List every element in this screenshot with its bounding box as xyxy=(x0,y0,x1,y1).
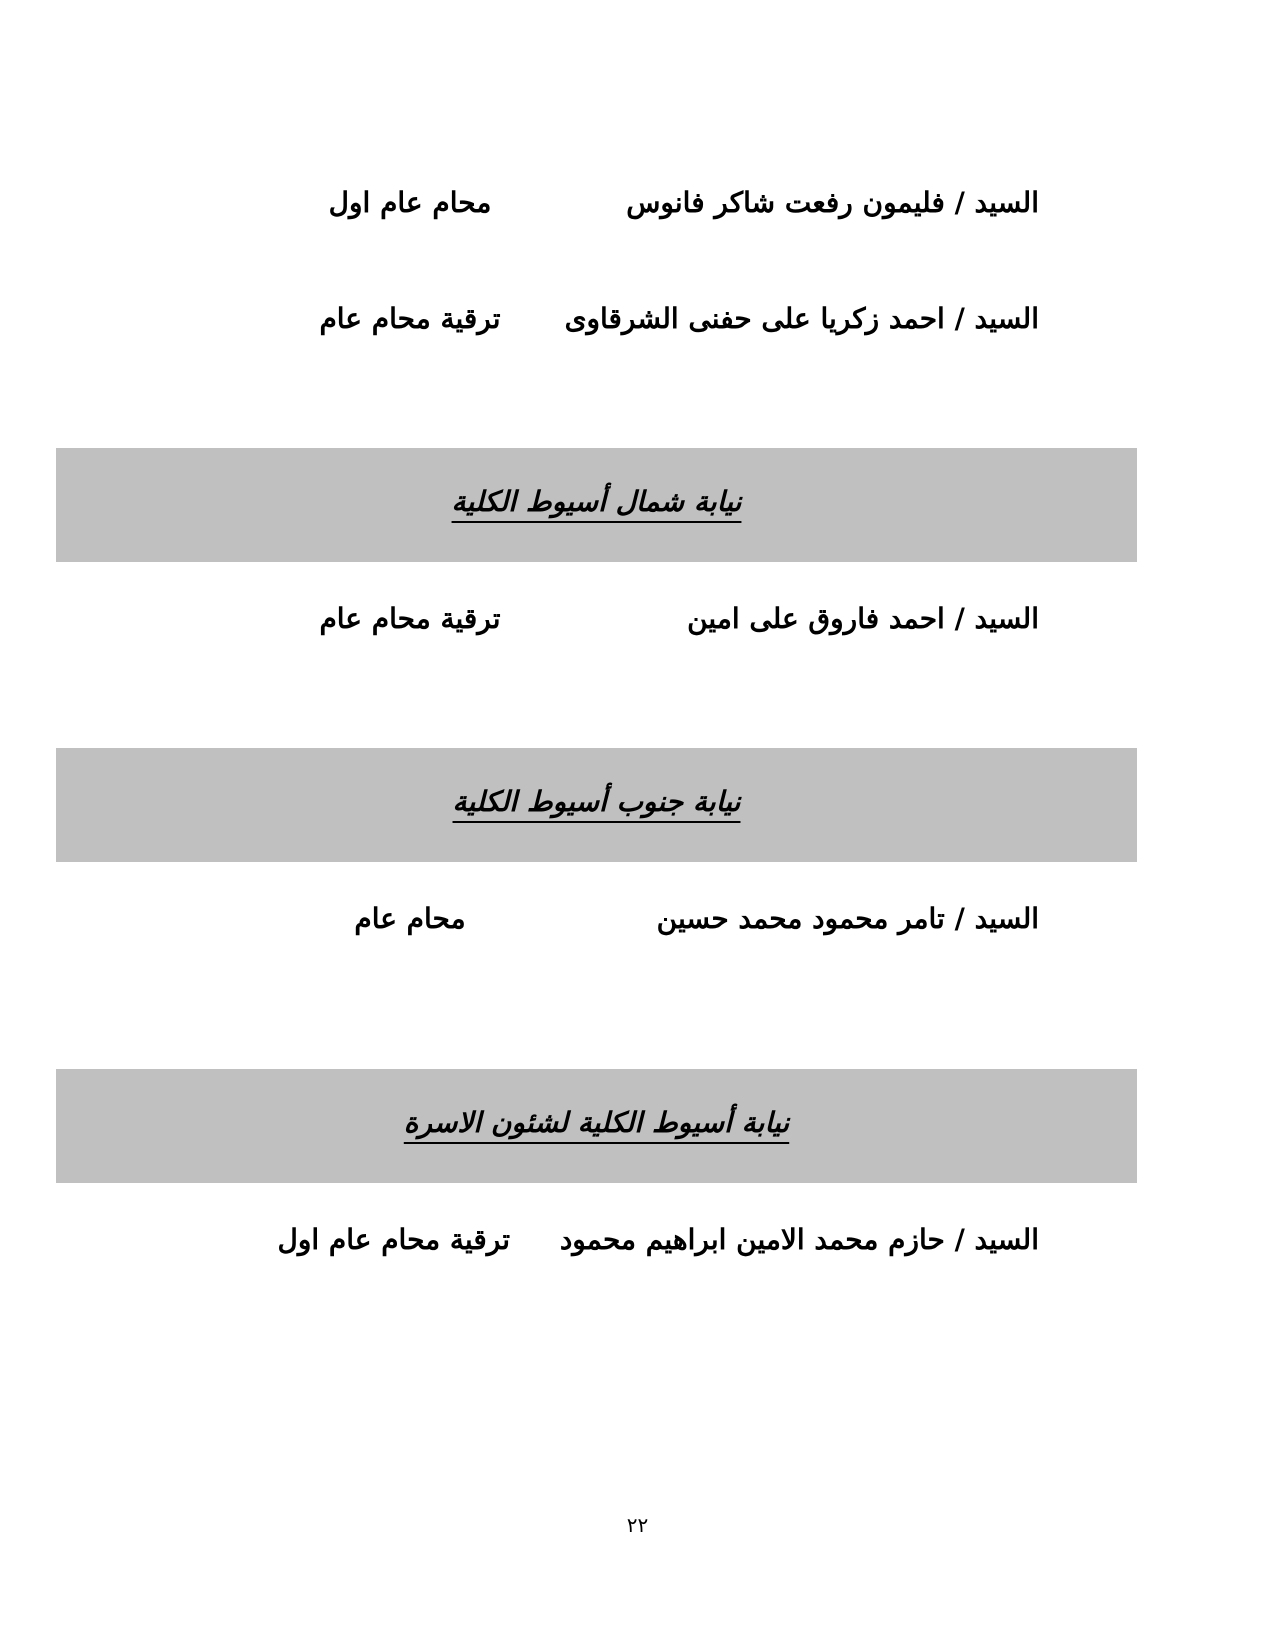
person-rank: محام عام اول xyxy=(328,186,492,219)
entry-row xyxy=(0,894,1275,944)
person-name: السيد / فليمون رفعت شاكر فانوس xyxy=(626,186,1039,219)
section-title: نيابة شمال أسيوط الكلية xyxy=(451,485,742,518)
section-header xyxy=(56,748,1137,862)
section-title: نيابة جنوب أسيوط الكلية xyxy=(452,785,741,818)
person-rank: ترقية محام عام اول xyxy=(277,1223,510,1256)
person-rank: ترقية محام عام xyxy=(319,602,501,635)
person-rank: ترقية محام عام xyxy=(319,302,501,335)
person-name: السيد / احمد زكريا على حفنى الشرقاوى xyxy=(564,302,1039,335)
section-title: نيابة أسيوط الكلية لشئون الاسرة xyxy=(403,1106,790,1139)
section-header xyxy=(56,448,1137,562)
entry-row xyxy=(0,1215,1275,1265)
entry-row xyxy=(0,294,1275,344)
entry-row xyxy=(0,178,1275,228)
page-number: ٢٢ xyxy=(626,1513,649,1537)
person-name: السيد / حازم محمد الامين ابراهيم محمود xyxy=(559,1223,1039,1256)
section-header xyxy=(56,1069,1137,1183)
person-rank: محام عام xyxy=(354,902,466,935)
person-name: السيد / تامر محمود محمد حسين xyxy=(656,902,1039,935)
person-name: السيد / احمد فاروق على امين xyxy=(687,602,1039,635)
entry-row xyxy=(0,594,1275,644)
